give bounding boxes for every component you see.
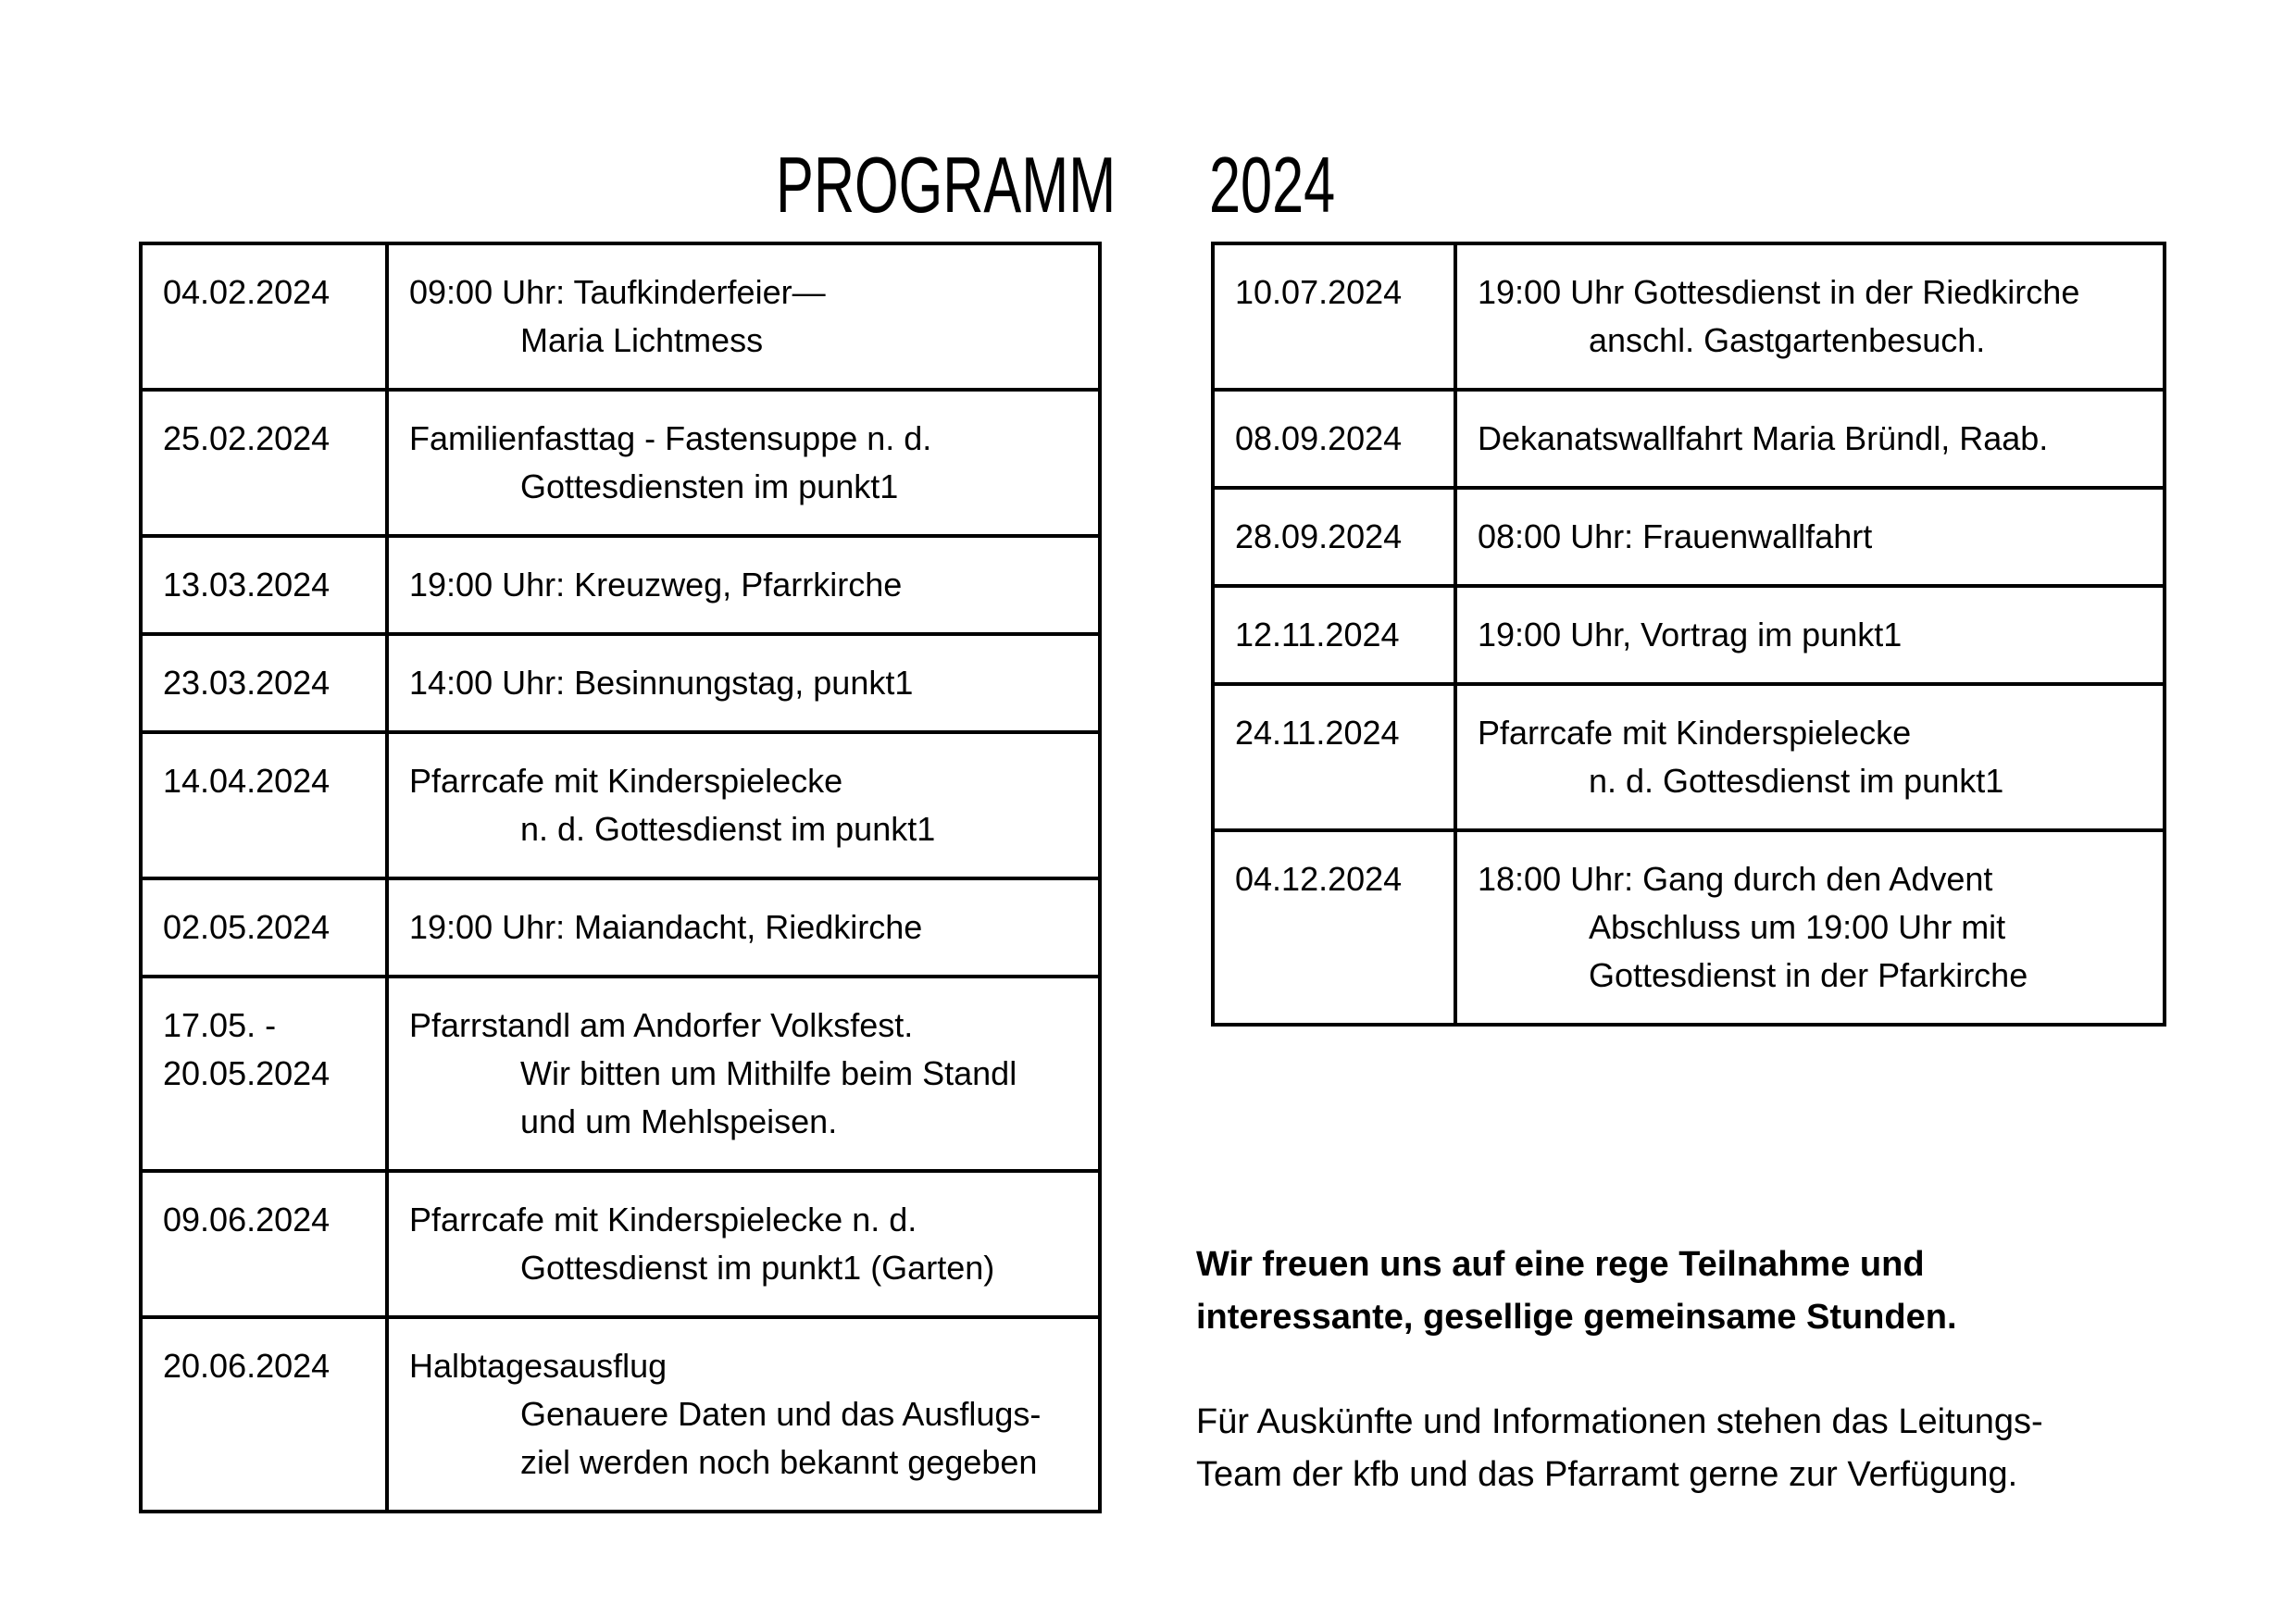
date-cell	[1215, 832, 1457, 1023]
date-cell	[1215, 490, 1457, 584]
text-line: 13.03.2024	[163, 566, 331, 604]
text-line: 23.03.2024	[163, 664, 331, 702]
table-row	[143, 388, 1098, 534]
table-row	[1215, 828, 2163, 1023]
table-row	[1215, 584, 2163, 682]
table-row	[1215, 245, 2163, 388]
program-table-first-half	[139, 242, 1102, 1513]
text-line: 18:00 Uhr: Gang durch den Advent	[1478, 860, 1993, 898]
date-cell	[143, 734, 389, 877]
table-row	[143, 730, 1098, 877]
text-line: Gottesdienst im punkt1 (Garten)	[520, 1249, 995, 1287]
date-cell	[143, 245, 389, 388]
text-line: 25.02.2024	[163, 419, 331, 457]
text-line: Gottesdienst in der Pfarkirche	[1589, 956, 2028, 994]
text-line: 17.05. -	[163, 1006, 277, 1044]
text-line: 14:00 Uhr: Besinnungstag, punkt1	[409, 664, 914, 702]
date-cell	[1215, 588, 1457, 682]
event-cell	[1457, 490, 2163, 584]
text-line: 12.11.2024	[1235, 616, 1400, 653]
page-title: PROGRAMM	[776, 142, 1117, 230]
text-line: Familienfasttag - Fastensuppe n. d.	[409, 419, 932, 457]
text-line: 14.04.2024	[163, 762, 331, 800]
text-line: 08.09.2024	[1235, 419, 1403, 457]
table-row	[1215, 486, 2163, 584]
date-cell	[143, 1319, 389, 1510]
event-cell	[1457, 686, 2163, 828]
text-line: anschl. Gastgartenbesuch.	[1589, 321, 1986, 359]
text-line: Abschluss um 19:00 Uhr mit	[1589, 908, 2006, 946]
text-line: n. d. Gottesdienst im punkt1	[1589, 762, 2004, 800]
table-row	[143, 877, 1098, 975]
table-row	[143, 975, 1098, 1169]
text-line: 24.11.2024	[1235, 714, 1400, 752]
text-line: Halbtagesausflug	[409, 1347, 668, 1385]
text-line: 08:00 Uhr: Frauenwallfahrt	[1478, 517, 1873, 555]
program-table-second-half	[1211, 242, 2166, 1027]
page-title-year: 2024	[1209, 142, 1336, 230]
event-cell	[389, 636, 1098, 730]
text-line: Pfarrcafe mit Kinderspielecke	[1478, 714, 1912, 752]
text-line: 19:00 Uhr Gottesdienst in der Riedkirche	[1478, 273, 2080, 311]
text-line: 09:00 Uhr: Taufkinderfeier—	[409, 273, 826, 311]
text-line: 04.12.2024	[1235, 860, 1403, 898]
table-row	[1215, 388, 2163, 486]
text-line: 19:00 Uhr: Maiandacht, Riedkirche	[409, 908, 923, 946]
text-line: Team der kfb und das Pfarramt gerne zur Verfügung.	[1196, 1455, 2018, 1494]
text-line: und um Mehlspeisen.	[520, 1102, 838, 1140]
date-cell	[143, 392, 389, 534]
text-line: 04.02.2024	[163, 273, 331, 311]
text-line: 20.05.2024	[163, 1054, 331, 1092]
event-cell	[389, 1319, 1098, 1510]
text-line: ziel werden noch bekannt gegeben	[520, 1443, 1038, 1481]
text-line: 28.09.2024	[1235, 517, 1403, 555]
text-line: 19:00 Uhr: Kreuzweg, Pfarrkirche	[409, 566, 903, 604]
event-cell	[389, 392, 1098, 534]
text-line: 10.07.2024	[1235, 273, 1403, 311]
event-cell	[389, 880, 1098, 975]
date-cell	[143, 1173, 389, 1315]
text-line: Wir freuen uns auf eine rege Teilnahme und	[1196, 1245, 1925, 1284]
date-cell	[143, 880, 389, 975]
text-line: Pfarrcafe mit Kinderspielecke n. d.	[409, 1201, 917, 1238]
date-cell	[1215, 245, 1457, 388]
table-row	[1215, 682, 2163, 828]
event-cell	[389, 245, 1098, 388]
closing-emphasis-text	[1196, 1238, 1957, 1344]
table-row	[143, 245, 1098, 388]
table-row	[143, 1169, 1098, 1315]
text-line: Genauere Daten und das Ausflugs-	[520, 1395, 1042, 1433]
event-cell	[1457, 245, 2163, 388]
text-line: interessante, gesellige gemeinsame Stunden.	[1196, 1298, 1957, 1337]
event-cell	[389, 734, 1098, 877]
text-line: 20.06.2024	[163, 1347, 331, 1385]
event-cell	[389, 978, 1098, 1169]
event-cell	[389, 1173, 1098, 1315]
text-line: 02.05.2024	[163, 908, 331, 946]
event-cell	[1457, 588, 2163, 682]
text-line: 19:00 Uhr, Vortrag im punkt1	[1478, 616, 1903, 653]
table-row	[143, 632, 1098, 730]
text-line: Pfarrcafe mit Kinderspielecke	[409, 762, 843, 800]
text-line: n. d. Gottesdienst im punkt1	[520, 810, 936, 848]
event-cell	[389, 538, 1098, 632]
event-cell	[1457, 832, 2163, 1023]
event-cell	[1457, 392, 2163, 486]
text-line: Gottesdiensten im punkt1	[520, 467, 899, 505]
text-line: Pfarrstandl am Andorfer Volksfest.	[409, 1006, 914, 1044]
text-line: Maria Lichtmess	[520, 321, 764, 359]
table-row	[143, 1315, 1098, 1510]
date-cell	[143, 978, 389, 1169]
text-line: Für Auskünfte und Informationen stehen das Leitungs-	[1196, 1402, 2043, 1441]
text-line: Dekanatswallfahrt Maria Bründl, Raab.	[1478, 419, 2049, 457]
text-line: Wir bitten um Mithilfe beim Standl	[520, 1054, 1017, 1092]
text-line: 09.06.2024	[163, 1201, 331, 1238]
date-cell	[1215, 686, 1457, 828]
table-row	[143, 534, 1098, 632]
date-cell	[143, 538, 389, 632]
contact-info-text	[1196, 1396, 2043, 1501]
date-cell	[143, 636, 389, 730]
date-cell	[1215, 392, 1457, 486]
